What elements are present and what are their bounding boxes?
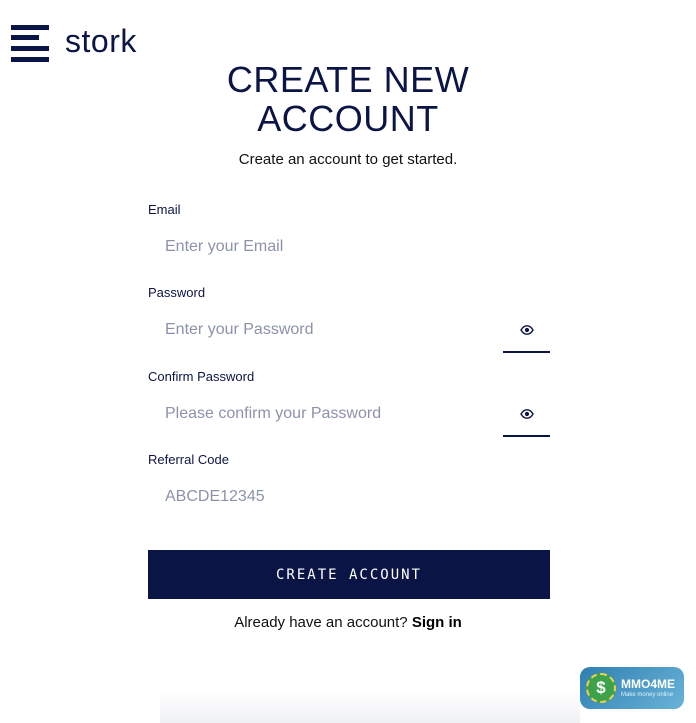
email-field[interactable]: [148, 226, 550, 268]
referral-code-label: Referral Code: [148, 452, 229, 467]
signin-link[interactable]: Sign in: [411, 614, 462, 631]
password-field-wrapper: [148, 309, 550, 351]
watermark-tagline: Make money online: [621, 691, 674, 698]
brand-name: stork: [65, 23, 137, 59]
eye-icon: [520, 325, 534, 335]
brand-logo[interactable]: [11, 23, 137, 62]
eye-icon: [520, 409, 534, 419]
email-field-wrapper: [148, 226, 550, 268]
dollar-coin-icon: $: [586, 673, 616, 703]
confirm-password-field[interactable]: [148, 393, 550, 435]
confirm-password-visibility-toggle[interactable]: [503, 393, 550, 437]
password-visibility-toggle[interactable]: [503, 309, 550, 353]
referral-code-field-wrapper: [148, 476, 550, 518]
watermark-title: MMO4ME: [621, 676, 675, 691]
page-title-line-2: ACCOUNT: [257, 98, 439, 139]
email-label: Email: [148, 202, 181, 217]
referral-code-field[interactable]: [148, 476, 550, 518]
bottom-shadow: [160, 690, 580, 723]
signin-prompt: [0, 614, 696, 631]
mmo4me-watermark: [580, 667, 684, 709]
confirm-password-field-wrapper: [148, 393, 550, 435]
password-label: Password: [148, 285, 206, 300]
password-field[interactable]: [148, 309, 550, 351]
page-subtitle: Create an account to get started.: [238, 151, 458, 168]
signin-prompt-text: Already have an account?: [234, 614, 408, 631]
page-title-line-1: CREATE NEW: [226, 59, 470, 100]
page-title: [0, 60, 696, 138]
create-account-button[interactable]: CREATE ACCOUNT: [148, 550, 550, 599]
stork-logo-icon: [11, 25, 49, 62]
confirm-password-label: Confirm Password: [148, 369, 255, 384]
